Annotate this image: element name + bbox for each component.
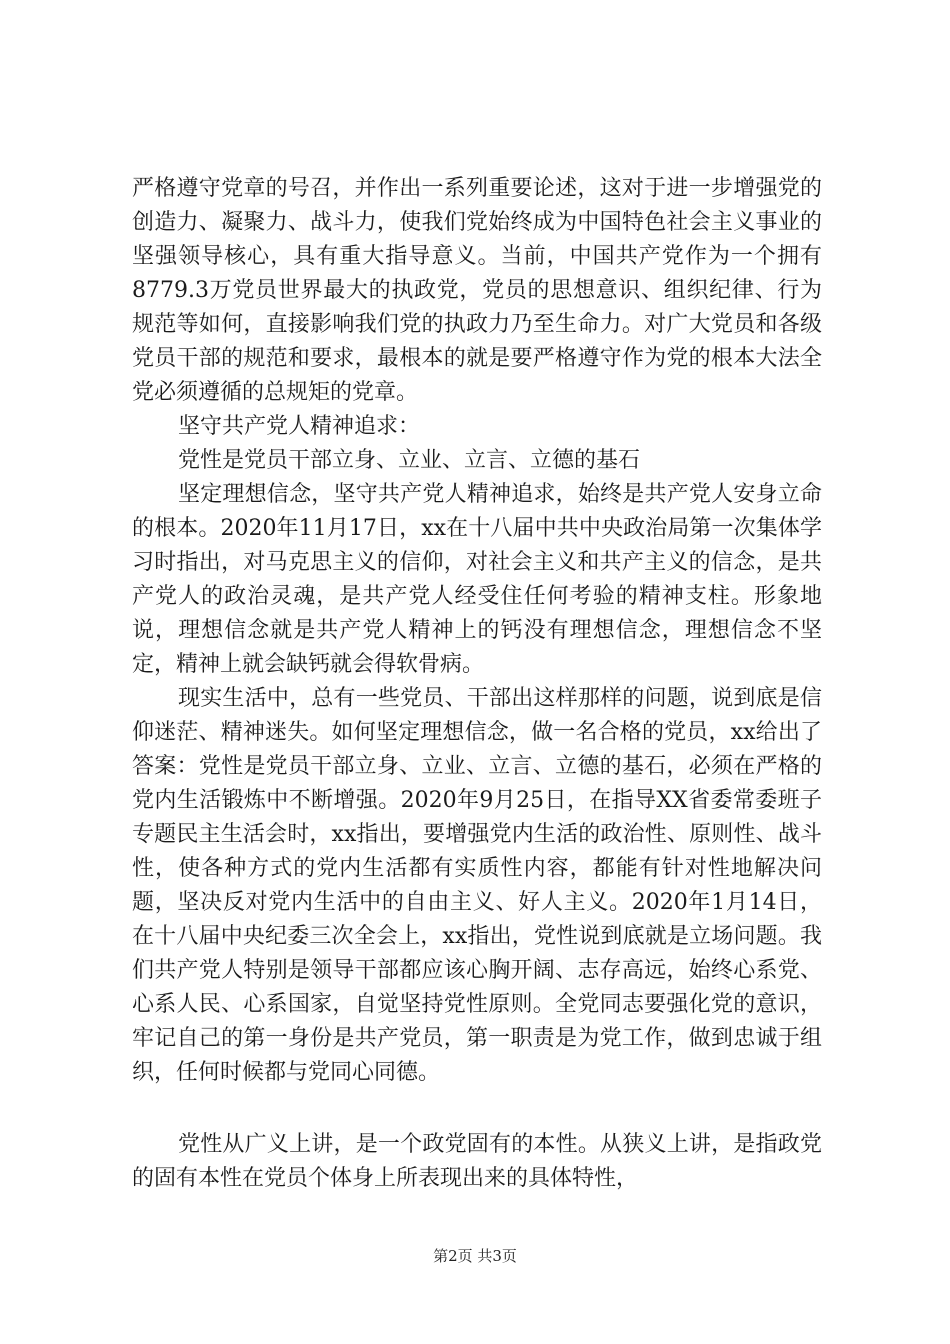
page-footer — [0, 1246, 950, 1266]
paragraph-continuation: 严格遵守党章的号召，并作出一系列重要论述，这对于进一步增强党的创造力、凝聚力、战斗力，使我们党始终成为中国特色社会主义事业的坚强领导核心，具有重大指导意义。当前，中国共产党作为一个拥有8779.3万党员世界最大的执政党，党员的思想意识、组织纪律、行为规范等如何，直接影响我们党的执政力乃至生命力。对广大党员和各级党员干部的规范和要求，最根本的就是要严格遵守作为党的根本大法全党必须遵循的总规矩的党章。 — [132, 176, 822, 405]
paragraph-reality: 现实生活中，总有一些党员、干部出这样那样的问题，说到底是信仰迷茫、精神迷失。如何坚定理想信念，做一名合格的党员，xx给出了答案：党性是党员干部立身、立业、立言、立德的基石，必须在严格的党内生活锻炼中不断增强。2020年9月25日，在指导XX省委常委班子专题民主生活会时，xx指出，要增强党内生活的政治性、原则性、战斗性，使各种方式的党内生活都有实质性内容，都能有针对性地解决问题，坚决反对党内生活中的自由主义、好人主义。2020年1月14日，在十八届中央纪委三次全会上，xx指出，党性说到底就是立场问题。我们共产党人特别是领导干部都应该心胸开阔、志存高远，始终心系党、心系人民、心系国家，自觉坚持党性原则。全党同志要强化党的意识，牢记自己的第一身份是共产党员，第一职责是为党工作，做到忠诚于组织，任何时候都与党同心同德。 — [132, 686, 822, 1085]
paragraph-gap — [132, 1090, 822, 1128]
document-body — [132, 172, 822, 1196]
paragraph-heading-party-spirit: 党性是党员干部立身、立业、立言、立德的基石 — [178, 448, 641, 473]
paragraph-definition: 党性从广义上讲，是一个政党固有的本性。从狭义上讲，是指政党的固有本性在党员个体身上所表现出来的具体特性， — [132, 1132, 822, 1191]
paragraph-heading-pursuit: 坚守共产党人精神追求： — [178, 414, 421, 439]
paragraph-ideals: 坚定理想信念，坚守共产党人精神追求，始终是共产党人安身立命的根本。2020年11月17日，xx在十八届中共中央政治局第一次集体学习时指出，对马克思主义的信仰，对社会主义和共产主义的信念，是共产党人的政治灵魂，是共产党人经受住任何考验的精神支柱。形象地说，理想信念就是共产党人精神上的钙没有理想信念，理想信念不坚定，精神上就会缺钙就会得软骨病。 — [132, 482, 822, 677]
page-number-label: 第2页 共3页 — [433, 1247, 517, 1265]
